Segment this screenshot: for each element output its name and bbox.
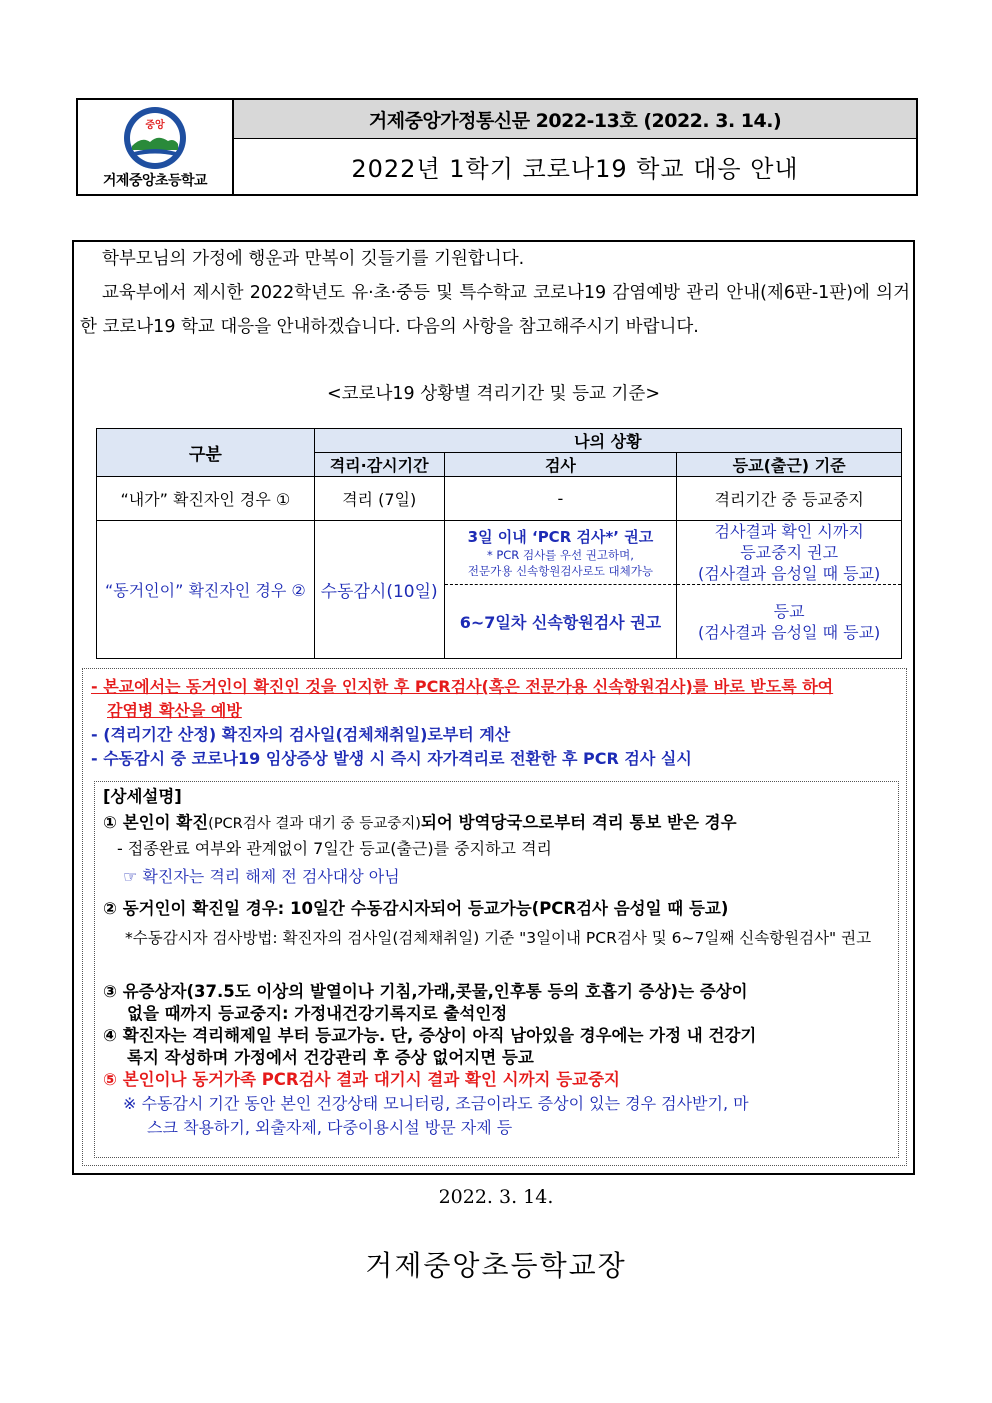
- detail-item-4-line2: 록지 작성하며 가정에서 건강관리 후 증상 없어지면 등교: [127, 1048, 534, 1067]
- row2-test-a-cell: [444, 521, 677, 585]
- covid-status-table: [96, 428, 902, 659]
- row2-test-a-note1: * PCR 검사를 우선 권고하며,: [486, 548, 634, 562]
- newsletter-number: 거제중앙가정통신문 2022-13호 (2022. 3. 14.): [234, 100, 916, 139]
- row2-attendance-b1: 등교: [773, 601, 805, 621]
- detail-title: [상세설명]: [103, 787, 182, 806]
- note-1-line1: - 본교에서는 동거인이 확진인 것을 인지한 후 PCR검사(혹은 전문가용 신속항원검사)를 바로 받도록 하여: [91, 677, 834, 696]
- note-2: - (격리기간 산정) 확진자의 검사일(검체채취일)로부터 계산: [91, 725, 511, 744]
- newsletter-header: [76, 98, 918, 196]
- row2-attendance-a-cell: [677, 521, 902, 585]
- row1-label: “내가” 확진자인 경우 ①: [97, 477, 315, 521]
- detail-box: [94, 781, 899, 1158]
- school-emblem-icon: [120, 106, 190, 170]
- header-situation: 나의 상황: [314, 429, 901, 453]
- row2-attendance-a3: (검사결과 음성일 때 등교): [697, 564, 881, 583]
- notes-box: [82, 668, 907, 1166]
- row2-attendance-b-cell: [677, 585, 902, 659]
- row1-period: 격리 (7일): [314, 477, 444, 521]
- row2-attendance-a2: 등교중지 권고: [740, 543, 839, 562]
- detail-1-note: ☞ 확진자는 격리 해제 전 검사대상 아님: [123, 867, 400, 886]
- table-row: [97, 521, 902, 585]
- header-test: 검사: [444, 453, 677, 477]
- detail-item-2: ② 동거인이 확진일 경우: 10일간 수동감시자되어 등교가능(PCR검사 음성일 때 등교): [103, 899, 729, 918]
- detail-1-main: ① 본인이 확진: [103, 813, 209, 832]
- row2-attendance-b2: (검사결과 음성일 때 등교): [697, 622, 881, 642]
- row1-attendance: 격리기간 중 등교중지: [677, 477, 902, 521]
- row2-attendance-a1: 검사결과 확인 시까지: [714, 522, 864, 541]
- principal-signature: 거제중앙초등학교장: [365, 1249, 627, 1282]
- page-title: 2022년 1학기 코로나19 학교 대응 안내: [351, 155, 799, 183]
- intro-paragraph: 교육부에서 제시한 2022학년도 유·초·중등 및 특수학교 코로나19 감염예방 관리 안내(제6판-1판)에 의거한 코로나19 학교 대응을 안내하겠습니다. 다음의 사항을 참고해주시기 바랍니다.: [80, 283, 910, 337]
- detail-item-5: ⑤ 본인이나 동거가족 PCR검사 결과 대기시 결과 확인 시까지 등교중지: [103, 1070, 620, 1089]
- greeting-paragraph: 학부모님의 가정에 행운과 만복이 깃들기를 기원합니다.: [102, 249, 525, 269]
- note-1: [91, 675, 901, 723]
- detail-item-1: [103, 811, 893, 836]
- row2-period: 수동감시(10일): [314, 521, 444, 659]
- row2-label: “동거인이” 확진자인 경우 ②: [97, 521, 315, 659]
- detail-2-sub: *수동감시자 검사방법: 확진자의 검사일(검체채취일) 기준 "3일이내 PCR검사 및 6~7일째 신속항원검사" 권고: [125, 929, 872, 947]
- issue-date: 2022. 3. 14.: [438, 1186, 554, 1208]
- detail-1-sub: - 접종완료 여부와 관계없이 7일간 등교(출근)를 중지하고 격리: [117, 839, 552, 858]
- row2-test-a: 3일 이내 ‘PCR 검사*’ 권고: [467, 528, 654, 546]
- table-row: [97, 477, 902, 521]
- school-logo-cell: [78, 100, 234, 194]
- detail-note-line1: ※ 수동감시 기간 동안 본인 건강상태 모니터링, 조금이라도 증상이 있는 경우 검사받기, 마: [123, 1094, 749, 1113]
- school-name-label: 거제중앙초등학교: [102, 173, 208, 189]
- detail-item-3-line2: 없을 때까지 등교중지: 가정내건강기록지로 출석인정: [127, 1004, 508, 1023]
- row2-test-b: 6~7일차 신속항원검사 권고: [444, 585, 677, 659]
- detail-1-paren: (PCR검사 결과 대기 중 등교중지): [208, 816, 421, 832]
- emblem-text: 중앙: [145, 120, 165, 131]
- header-gubun: 구분: [97, 429, 315, 477]
- detail-item-4-line1: ④ 확진자는 격리해제일 부터 등교가능. 단, 증상이 아직 남아있을 경우에는 가정 내 건강기: [103, 1026, 757, 1045]
- header-attendance: 등교(출근) 기준: [677, 453, 902, 477]
- content-box: [72, 240, 915, 1175]
- header-period: 격리·감시기간: [314, 453, 444, 477]
- detail-note-line2: 스크 착용하기, 외출자제, 다중이용시설 방문 자제 등: [147, 1118, 513, 1137]
- row2-test-a-note2: 전문가용 신속항원검사로도 대체가능: [467, 564, 653, 578]
- table-caption: <코로나19 상황별 격리기간 및 등교 기준>: [327, 384, 660, 404]
- note-1-line2: 감염병 확산을 예방: [107, 701, 242, 720]
- detail-1-rest: 되어 방역당국으로부터 격리 통보 받은 경우: [420, 813, 737, 832]
- row1-test: -: [444, 477, 677, 521]
- title-cell: [234, 100, 916, 194]
- note-3: - 수동감시 중 코로나19 임상증상 발생 시 즉시 자가격리로 전환한 후 PCR 검사 실시: [91, 749, 692, 768]
- detail-item-3-line1: ③ 유증상자(37.5도 이상의 발열이나 기침,가래,콧물,인후통 등의 호흡기 증상)는 증상이: [103, 982, 748, 1001]
